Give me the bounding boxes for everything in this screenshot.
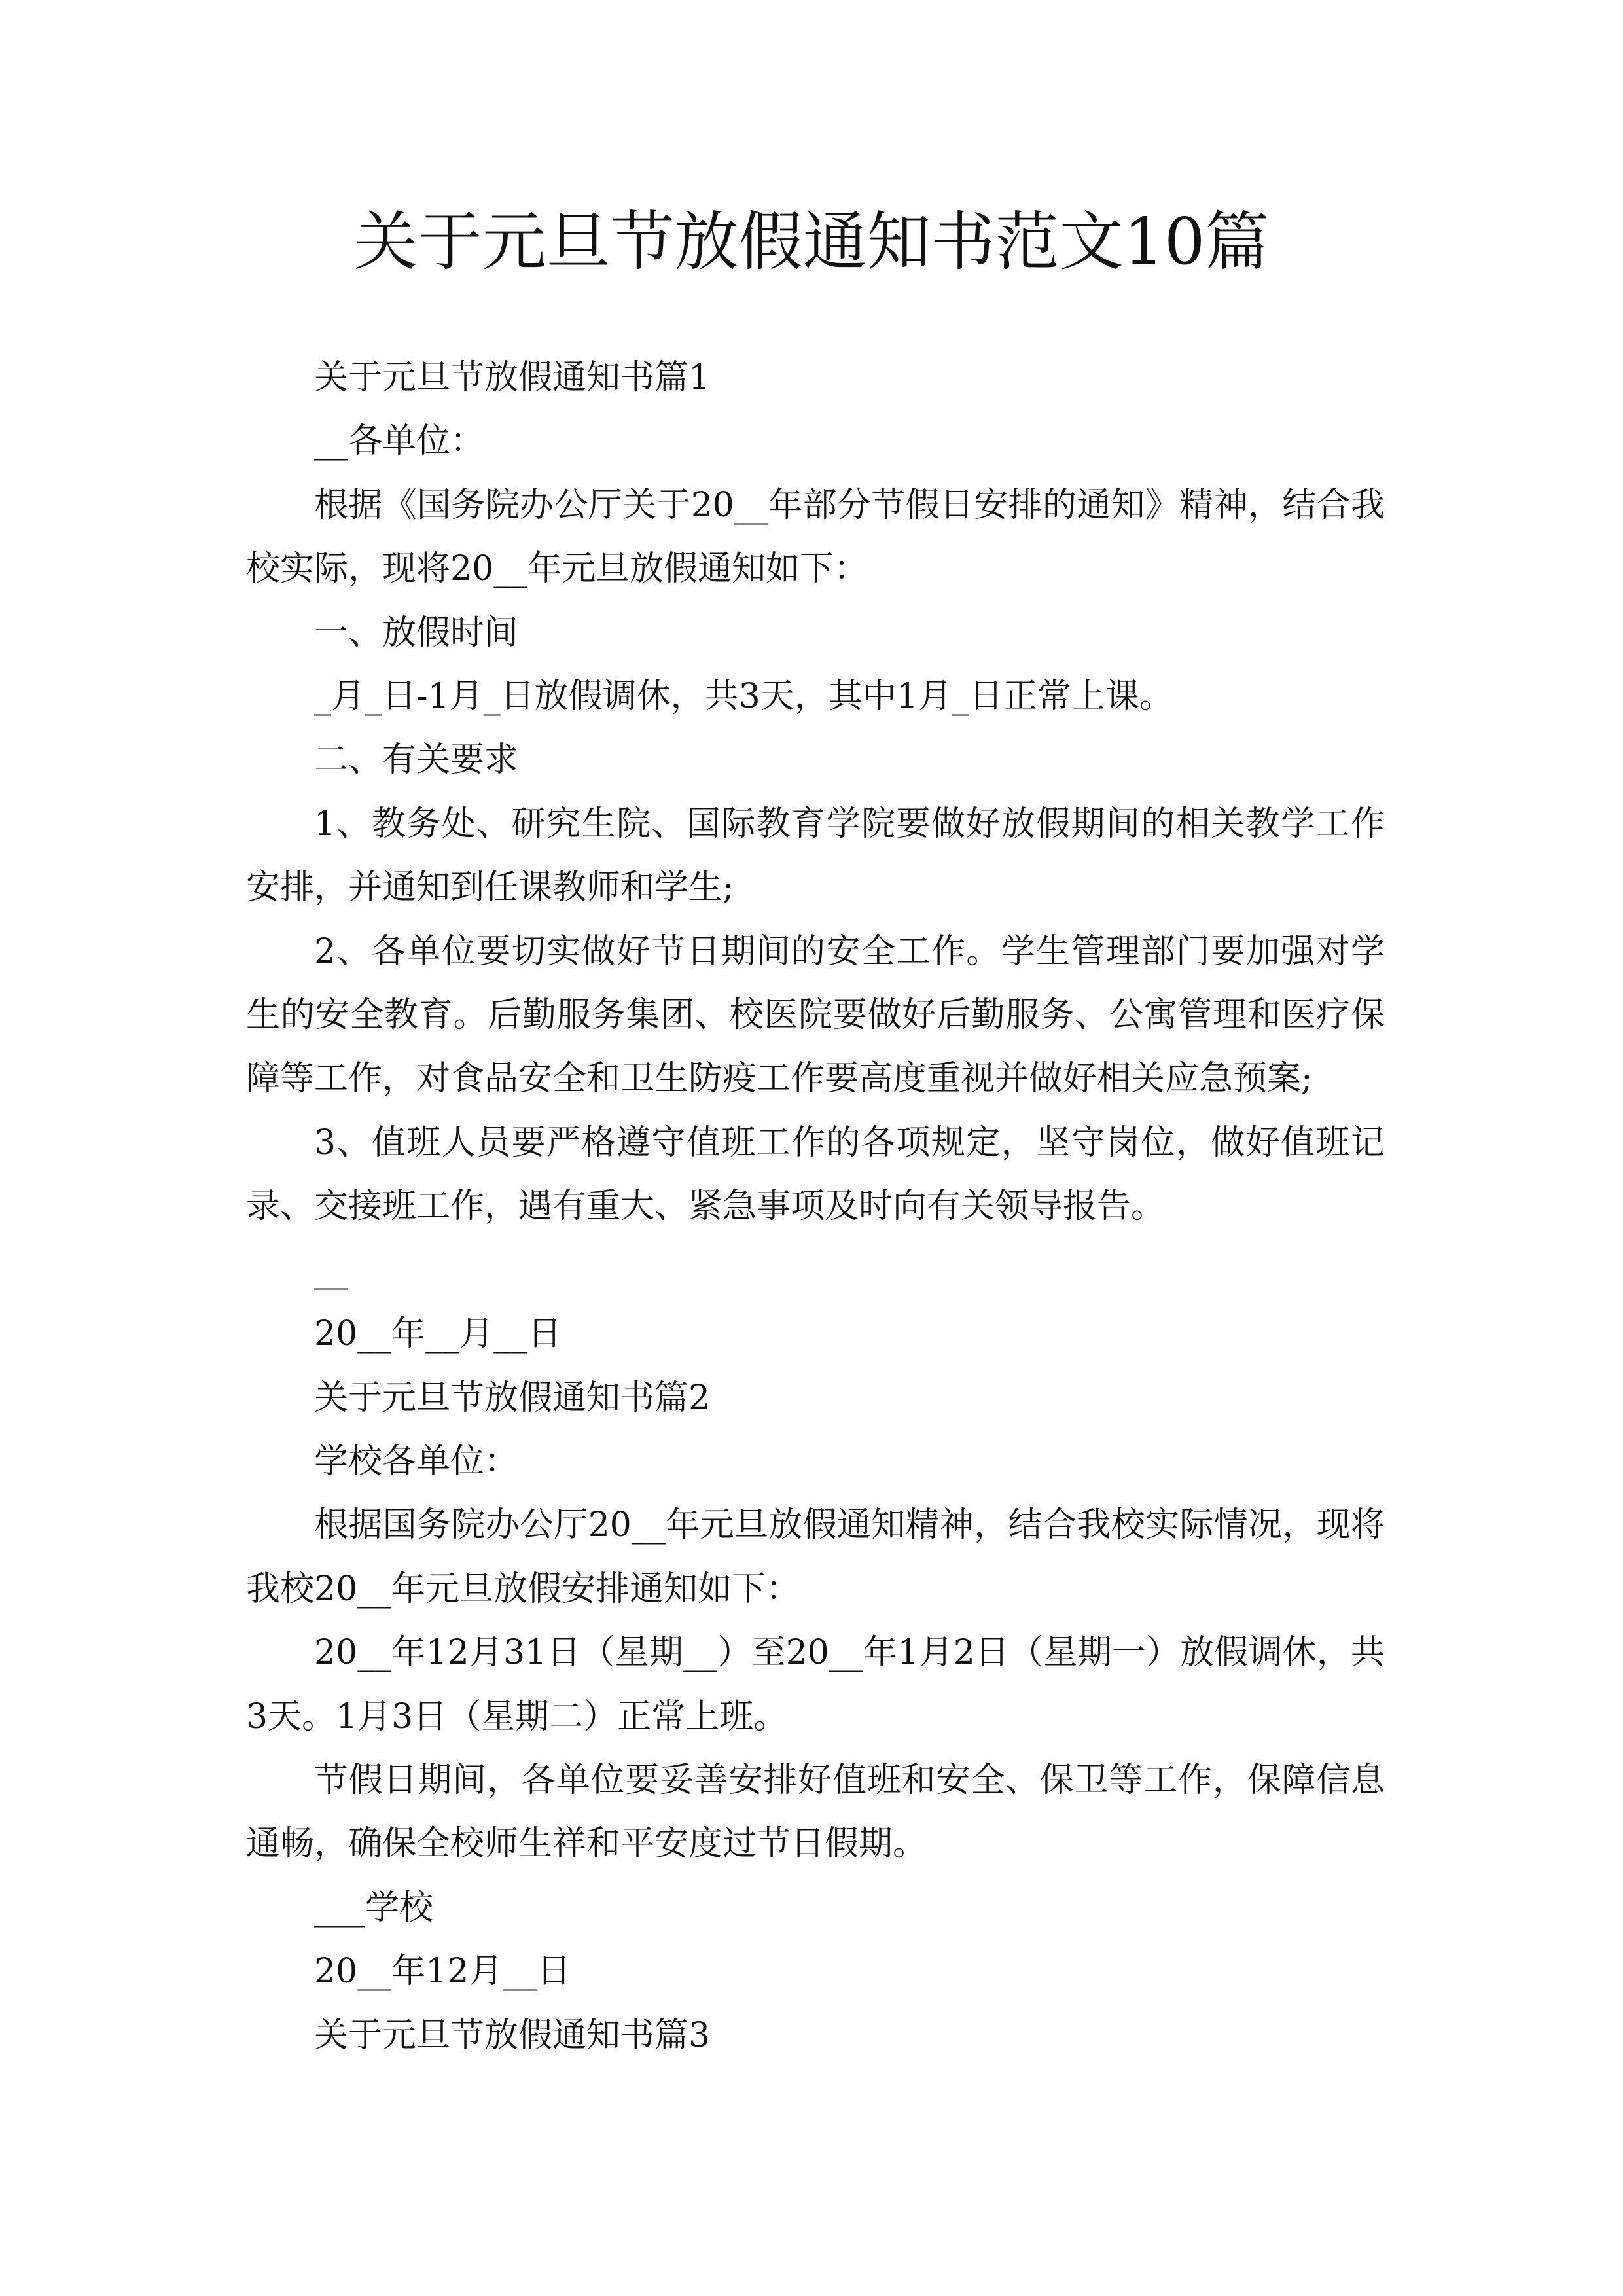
document-body [246, 346, 1385, 2068]
paragraph: 20__年12月31日（星期__）至20__年1月2日（星期一）放假调休，共3天。1月3日（星期二）正常上班。 [246, 1633, 1385, 1736]
paragraph: _月_日-1月_日放假调休，共3天，其中1月_日正常上课。 [314, 677, 1173, 717]
salutation: 学校各单位： [314, 1441, 519, 1481]
signature-line: ___学校 [314, 1888, 434, 1928]
paragraph: 2、各单位要切实做好节日期间的安全工作。学生管理部门要加强对学生的安全教育。后勤服务集团、校医院要做好后勤服务、公寓管理和医疗保障等工作，对食品安全和卫生防疫工作要高度重视并做好相关应急预案; [246, 931, 1385, 1099]
salutation: __各单位： [314, 422, 485, 461]
subheading: 二、有关要求 [314, 740, 519, 780]
date-line: 20__年__月__日 [314, 1314, 562, 1354]
paragraph: 1、教务处、研究生院、国际教育学院要做好放假期间的相关教学工作安排，并通知到任课教师和学生; [246, 804, 1385, 908]
paragraph: 节假日期间，各单位要妥善安排好值班和安全、保卫等工作，保障信息通畅，确保全校师生祥和平安度过节日假期。 [246, 1760, 1385, 1864]
paragraph: 根据《国务院办公厅关于20__年部分节假日安排的通知》精神，结合我校实际，现将20__年元旦放假通知如下： [246, 485, 1385, 589]
signature-blank: __ [314, 1250, 348, 1290]
section-heading: 关于元旦节放假通知书篇3 [314, 2015, 711, 2055]
date-line: 20__年12月__日 [314, 1952, 571, 1992]
document-title: 关于元旦节放假通知书范文10篇 [353, 205, 1270, 279]
paragraph: 根据国务院办公厅20__年元旦放假通知精神，结合我校实际情况，现将我校20__年元旦放假安排通知如下： [246, 1505, 1385, 1609]
subheading: 一、放假时间 [314, 613, 519, 653]
paragraph: 3、值班人员要严格遵守值班工作的各项规定，坚守岗位，做好值班记录、交接班工作，遇有重大、紧急事项及时向有关领导报告。 [246, 1122, 1385, 1227]
section-heading: 关于元旦节放假通知书篇1 [314, 358, 711, 397]
section-heading: 关于元旦节放假通知书篇2 [314, 1378, 711, 1418]
